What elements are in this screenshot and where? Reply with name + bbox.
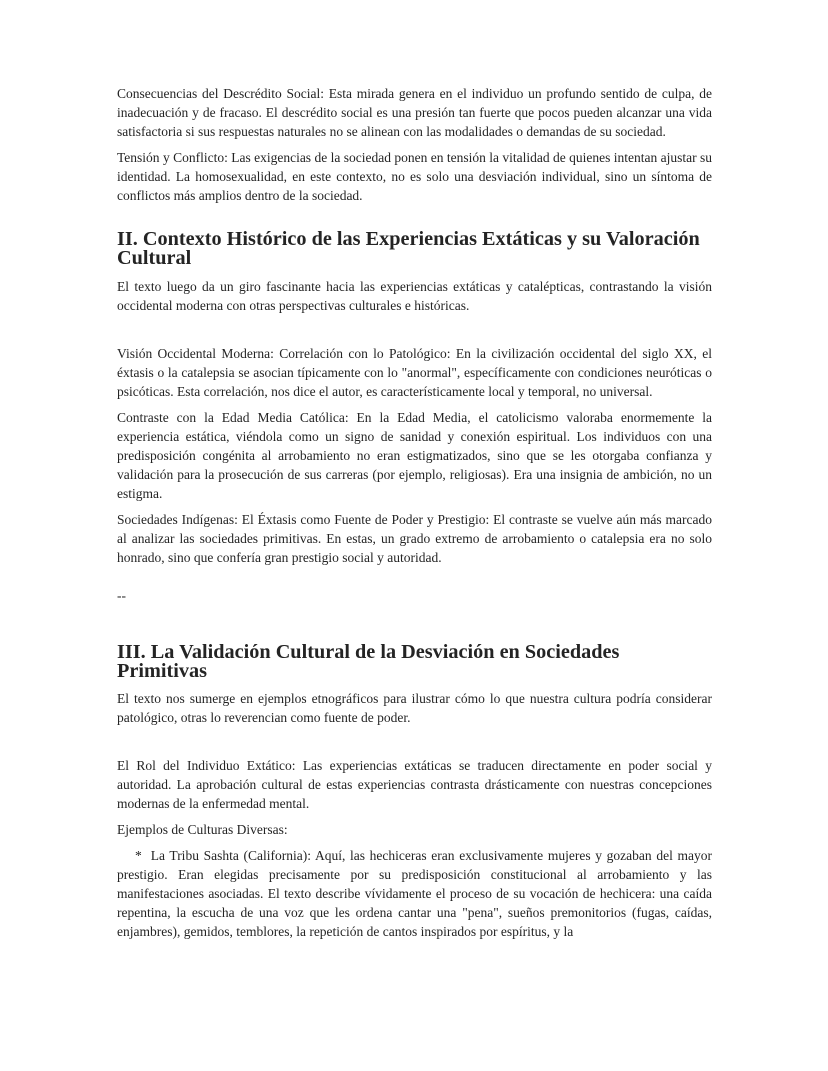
section-heading-ii: II. Contexto Histórico de las Experiencias Extáticas y su Valoración Cultural [117, 228, 700, 269]
list-item-text: La Tribu Sashta (California): Aquí, las hechiceras eran exclusivamente mujeres y gozaban del mayor prestigio. Eran elegidas precisamente por su predisposición constitucional al arrobamiento y las manifestaciones asociadas. El texto describe vívidamente el proceso de su vocación de hechicera: una caída repentina, la escucha de una voz que les ordena cantar una "pena", sueños premonitorios (fugas, caídas, enjambres), gemidos, temblores, la repetición de cantos inspirados por espíritus, y la [117, 848, 712, 939]
paragraph-ejemplos-etnograficos: El texto nos sumerge en ejemplos etnográficos para ilustrar cómo lo que nuestra cultura podría considerar patológico, otras lo reverencian como fuente de poder. [117, 691, 712, 725]
separator-dash: -- [117, 588, 126, 603]
paragraph-contraste-edad-media: Contraste con la Edad Media Católica: En la Edad Media, el catolicismo valoraba enormemente la experiencia estática, viéndola como un signo de sanidad y conexión espiritual. Los individuos con una predisposición congénita al arrobamiento no eran estigmatizados, sino que se les otorgaba confianza y validación para la prosecución de sus carreras (por ejemplo, religiosas). Era una insignia de ambición, no un estigma. [117, 410, 712, 501]
paragraph-consecuencias-descredito: Consecuencias del Descrédito Social: Esta mirada genera en el individuo un profundo sentido de culpa, de inadecuación y de fracaso. El descrédito social es una presión tan fuerte que pocos pueden alcanzar una vida satisfactoria si sus respuestas naturales no se alinean con las modalidades o demandas de su sociedad. [117, 86, 712, 139]
bullet-marker: * [135, 848, 142, 863]
section-heading-iii: III. La Validación Cultural de la Desviación en Sociedades Primitivas [117, 641, 620, 682]
paragraph-giro-fascinante: El texto luego da un giro fascinante hacia las experiencias extáticas y catalépticas, contrastando la visión occidental moderna con otras perspectivas culturales e históricas. [117, 279, 712, 313]
paragraph-rol-individuo-extatico: El Rol del Individuo Extático: Las experiencias extáticas se traducen directamente en poder social y autoridad. La aprobación cultural de estas experiencias contrasta drásticamente con nuestras concepciones modernas de la enfermedad mental. [117, 758, 712, 811]
paragraph-tension-conflicto: Tensión y Conflicto: Las exigencias de la sociedad ponen en tensión la vitalidad de quienes intentan ajustar su identidad. La homosexualidad, en este contexto, no es solo una desviación individual, sino un síntoma de conflictos más amplios dentro de la sociedad. [117, 150, 712, 203]
paragraph-sociedades-indigenas: Sociedades Indígenas: El Éxtasis como Fuente de Poder y Prestigio: El contraste se vuelve aún más marcado al analizar las sociedades primitivas. En estas, un grado extremo de arrobamiento o catalepsia era no solo honrado, sino que confería gran prestigio social y autoridad. [117, 512, 712, 565]
list-item-tribu-sashta [117, 846, 712, 941]
paragraph-ejemplos-culturas-diversas: Ejemplos de Culturas Diversas: [117, 822, 288, 837]
paragraph-vision-occidental: Visión Occidental Moderna: Correlación con lo Patológico: En la civilización occidental del siglo XX, el éxtasis o la catalepsia se asocian típicamente con lo "anormal", específicamente con condiciones neuróticas o psicóticas. Esta correlación, nos dice el autor, es característicamente local y temporal, no universal. [117, 346, 712, 399]
